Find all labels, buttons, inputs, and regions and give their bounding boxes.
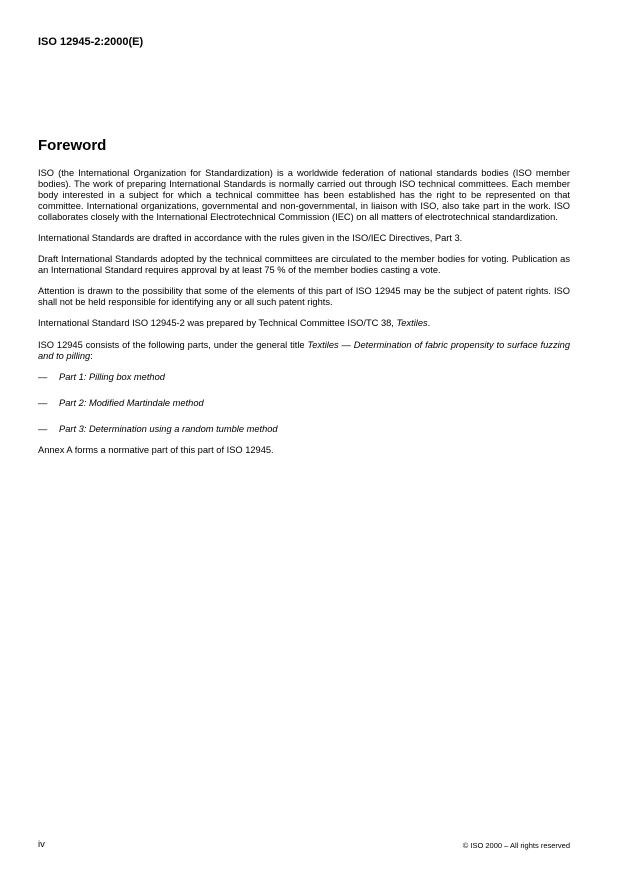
list-dash: — xyxy=(38,397,48,408)
document-id-header: ISO 12945-2:2000(E) xyxy=(38,36,144,48)
paragraph-prepared-by xyxy=(38,318,570,329)
prepared-by-end: . xyxy=(427,318,431,329)
committee-name: Textiles xyxy=(396,318,428,329)
list-dash: — xyxy=(38,423,48,434)
list-item-label: Part 3: Determination using a random tumble method xyxy=(59,423,278,434)
page-title: Foreword xyxy=(38,137,107,154)
foreword-body xyxy=(38,168,570,466)
list-item-label: Part 1: Pilling box method xyxy=(59,371,165,382)
paragraph-parts-intro xyxy=(38,340,570,362)
list-item-label: Part 2: Modified Martindale method xyxy=(59,397,204,408)
paragraph-annex: Annex A forms a normative part of this part of ISO 12945. xyxy=(38,444,274,455)
page-number: iv xyxy=(38,839,45,850)
list-item-part-1 xyxy=(38,372,570,383)
paragraph-drafting-rules: International Standards are drafted in accordance with the rules given in the ISO/IEC Directives, Part 3. xyxy=(38,233,463,244)
general-title: Textiles — Determination of fabric propensity to surface fuzzing and to pilling xyxy=(38,339,570,361)
paragraph-patent-rights: Attention is drawn to the possibility that some of the elements of this part of ISO 12945 may be the subject of patent rights. ISO shall not be held responsible for identifying any or all such patent rights. xyxy=(38,286,570,308)
paragraph-voting: Draft International Standards adopted by the technical committees are circulated to the member bodies for voting. Publication as an International Standard requires approval by at least 75 % of the member bodies casting a vote. xyxy=(38,254,570,276)
parts-intro-text: ISO 12945 consists of the following parts, under the general title xyxy=(38,339,308,350)
paragraph-iso-intro: ISO (the International Organization for Standardization) is a worldwide federation of national standards bodies (ISO member bodies). The work of preparing International Standards is normally carried out through ISO technical committees. Each member body interested in a subject for which a technical committee has been established has the right to be represented on that committee. International organizations, governmental and non-governmental, in liaison with ISO, also take part in the work. ISO collaborates closely with the International Electrotechnical Commission (IEC) on all matters of electrotechnical standardization. xyxy=(38,168,570,223)
list-item-part-3 xyxy=(38,424,570,435)
prepared-by-text: International Standard ISO 12945-2 was prepared by Technical Committee ISO/TC 38, xyxy=(38,318,397,329)
list-item-part-2 xyxy=(38,398,570,409)
copyright-notice: © ISO 2000 – All rights reserved xyxy=(462,841,570,850)
parts-intro-end: : xyxy=(90,350,93,361)
list-dash: — xyxy=(38,371,48,382)
